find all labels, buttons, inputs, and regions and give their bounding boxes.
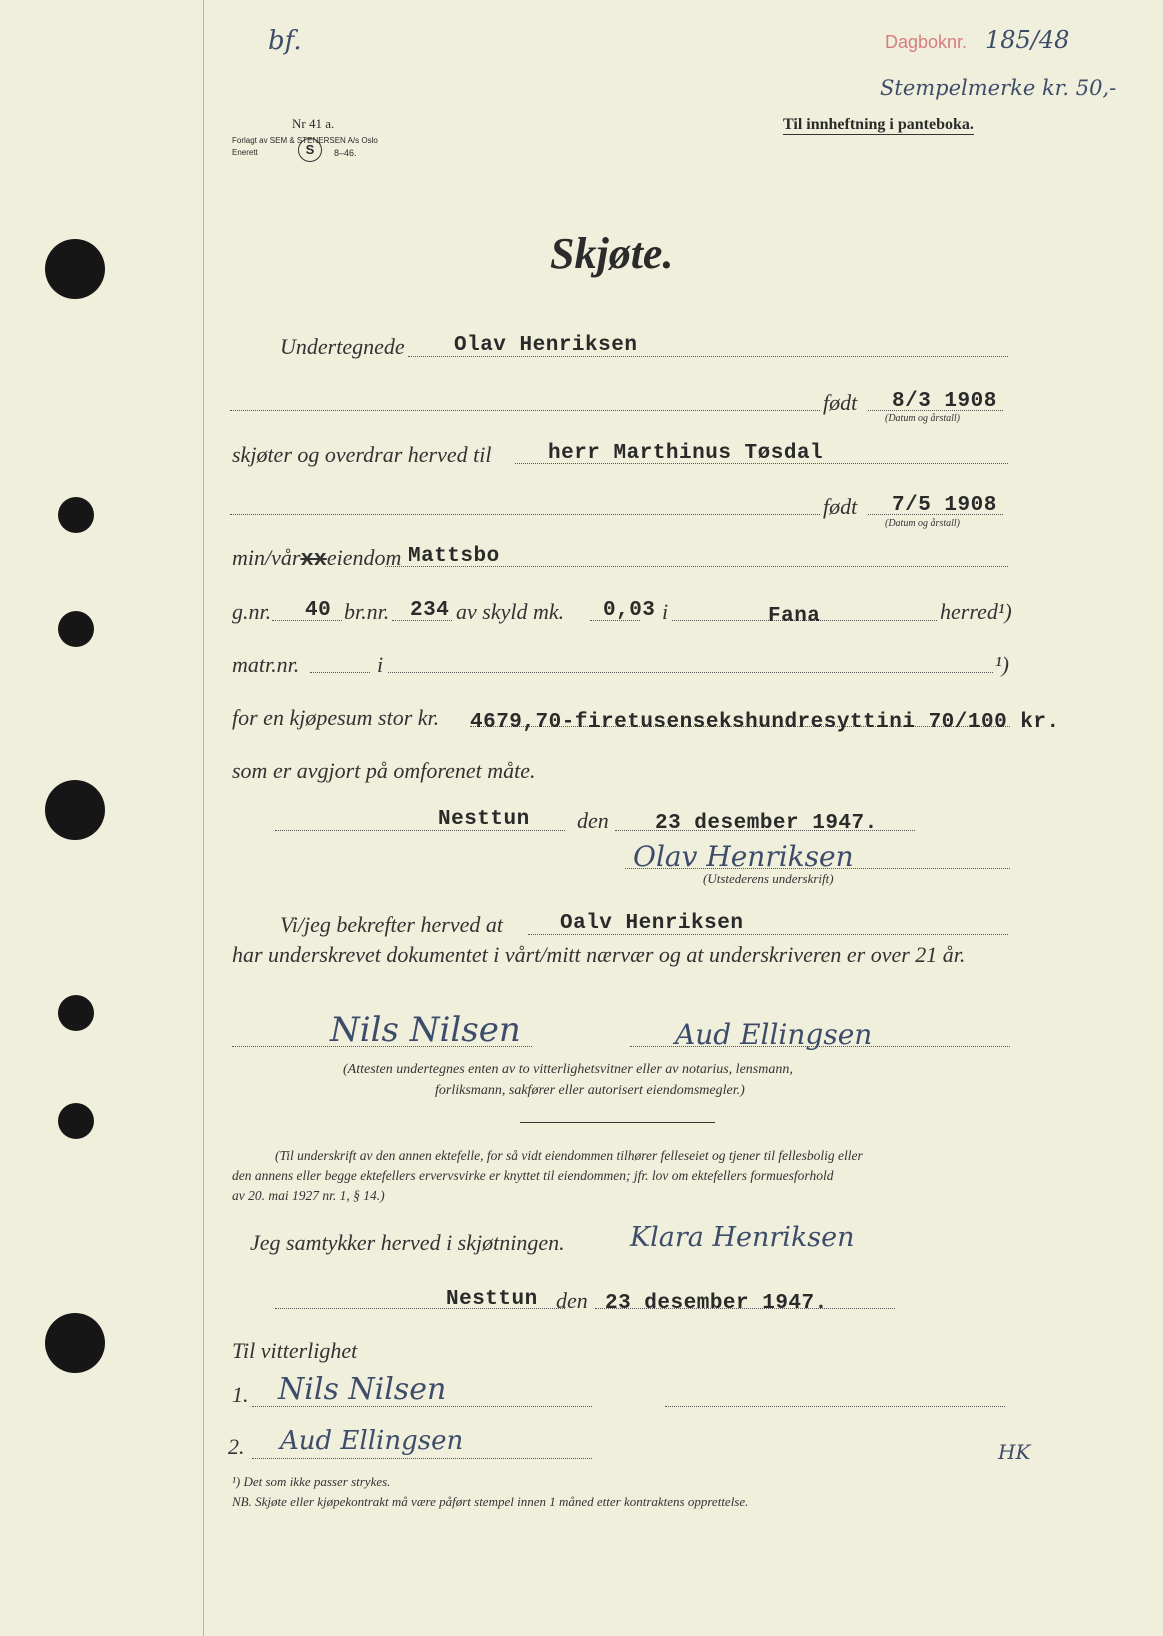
journal-stamp-label: Dagboknr.: [885, 32, 968, 52]
binder-hole: [58, 611, 94, 647]
binder-hole: [58, 1103, 94, 1139]
date-1: 23 desember 1947.: [655, 812, 878, 835]
spouse-note-line2: den annens eller begge ektefellers ervervsvirke er knyttet til eiendommen; jfr. lov om ektefellers formuesforhold: [232, 1168, 834, 1183]
herred-label: herred¹): [940, 599, 1012, 624]
signature-line-1: [625, 868, 1010, 869]
publisher-logo: S: [298, 138, 322, 162]
property-name: Mattsbo: [408, 545, 500, 568]
grantor-name: Olav Henriksen: [454, 334, 638, 357]
grantee-date-caption: (Datum og årstall): [885, 518, 960, 529]
witnesses-label: Til vitterlighet: [232, 1338, 358, 1363]
matr-place-line: [388, 672, 993, 673]
gnr-label: g.nr.: [232, 599, 272, 624]
publisher-enerett: Enerett: [232, 148, 258, 157]
witness-num-1: 1.: [232, 1382, 249, 1407]
grantor-date-caption: (Datum og årstall): [885, 413, 960, 424]
skyld-value: 0,03: [603, 599, 656, 622]
matr-footnote: ¹): [995, 652, 1009, 677]
place-1: Nesttun: [438, 808, 530, 831]
den-label-2: den: [556, 1288, 588, 1313]
grantor-label: Undertegnede: [280, 334, 405, 359]
journal-number: 185/48: [985, 26, 1070, 54]
document-title: Skjøte.: [550, 229, 674, 278]
publisher-line: Forlagt av SEM & STENERSEN A/s Oslo: [232, 136, 378, 145]
grantee-label: skjøter og overdrar herved til: [232, 442, 492, 467]
grantee-name: herr Marthinus Tøsdal: [548, 442, 824, 465]
grantee-born-date: 7/5 1908: [892, 494, 997, 517]
publisher-date: 8–46.: [334, 148, 357, 158]
witness-line-1: [232, 1046, 532, 1047]
witness-list-signature-1: Nils Nilsen: [278, 1372, 447, 1407]
binder-hole: [58, 497, 94, 533]
den-label-1: den: [577, 808, 609, 833]
skyld-i: i: [662, 599, 669, 624]
matr-label: matr.nr.: [232, 652, 300, 677]
section-divider: [520, 1122, 715, 1123]
filing-note: Til innheftning i panteboka.: [783, 116, 974, 133]
spouse-note-line1: (Til underskrift av den annen ektefelle, for så vidt eiendommen tilhører felleseiet og tjener til fellesbolig eller: [275, 1148, 863, 1163]
skyld-label: av skyld mk.: [456, 599, 565, 624]
witness-list-line-1: [252, 1406, 592, 1407]
confirm-label: Vi/jeg bekrefter herved at: [280, 912, 503, 937]
witness-list-signature-2: Aud Ellingsen: [280, 1426, 464, 1456]
date-2: 23 desember 1947.: [605, 1292, 828, 1315]
binder-hole: [45, 1313, 105, 1373]
gnr-value: 40: [305, 599, 332, 622]
brnr-value: 234: [410, 599, 450, 622]
signature-caption-1: (Utstederens underskrift): [703, 871, 834, 886]
attestation-caption-1: (Attesten undertegnes enten av to vitterlighetsvitner eller av notarius, lensmann,: [343, 1062, 793, 1077]
confirm-line2: har underskrevet dokumentet i vårt/mitt nærvær og at underskriveren er over 21 år.: [232, 942, 966, 967]
grantee-born-label: født: [823, 494, 858, 519]
consent-signature: Klara Henriksen: [630, 1222, 855, 1253]
witness-list-line-2: [252, 1458, 592, 1459]
clerk-mark: HK: [998, 1440, 1031, 1464]
grantor-born-date: 8/3 1908: [892, 390, 997, 413]
confirm-name: Oalv Henriksen: [560, 912, 744, 935]
binder-hole: [45, 239, 105, 299]
brnr-label: br.nr.: [344, 599, 390, 624]
witness-signature-2: Aud Ellingsen: [675, 1018, 873, 1051]
matr-i: i: [377, 652, 384, 677]
form-number: Nr 41 a.: [292, 116, 335, 131]
grantor-signature: Olav Henriksen: [633, 840, 854, 873]
property-label: min/vårxxeiendom: [232, 545, 402, 572]
herred-name: Fana: [768, 605, 821, 628]
price-amount: 4679,70-firetusensekshundresyttini 70/100 kr.: [470, 711, 1060, 734]
footnote-1: ¹) Det som ikke passer strykes.: [232, 1474, 391, 1489]
witness-list-line-1b: [665, 1406, 1005, 1407]
price-label: for en kjøpesum stor kr.: [232, 705, 440, 730]
place-2: Nesttun: [446, 1288, 538, 1311]
initials-handwritten: bf.: [268, 26, 302, 56]
binder-hole: [58, 995, 94, 1031]
grantor-born-label: født: [823, 390, 858, 415]
spouse-note-line3: av 20. mai 1927 nr. 1, § 14.): [232, 1188, 385, 1203]
matr-line: [310, 672, 370, 673]
margin-line: [203, 0, 204, 1636]
price-settled: som er avgjort på omforenet måte.: [232, 758, 536, 783]
grantee-blank-line: [230, 514, 820, 515]
consent-label: Jeg samtykker herved i skjøtningen.: [250, 1230, 565, 1255]
footnote-2: NB. Skjøte eller kjøpekontrakt må være påført stempel innen 1 måned etter kontraktens opprettelse.: [232, 1494, 749, 1509]
binder-hole: [45, 780, 105, 840]
grantor-blank-line: [230, 410, 820, 411]
witness-signature-1: Nils Nilsen: [330, 1010, 521, 1050]
attestation-caption-2: forliksmann, sakfører eller autorisert eiendomsmegler.): [435, 1083, 745, 1098]
stamp-fee-note: Stempelmerke kr. 50,-: [880, 76, 1117, 100]
witness-line-2: [630, 1046, 1010, 1047]
witness-num-2: 2.: [228, 1434, 245, 1459]
